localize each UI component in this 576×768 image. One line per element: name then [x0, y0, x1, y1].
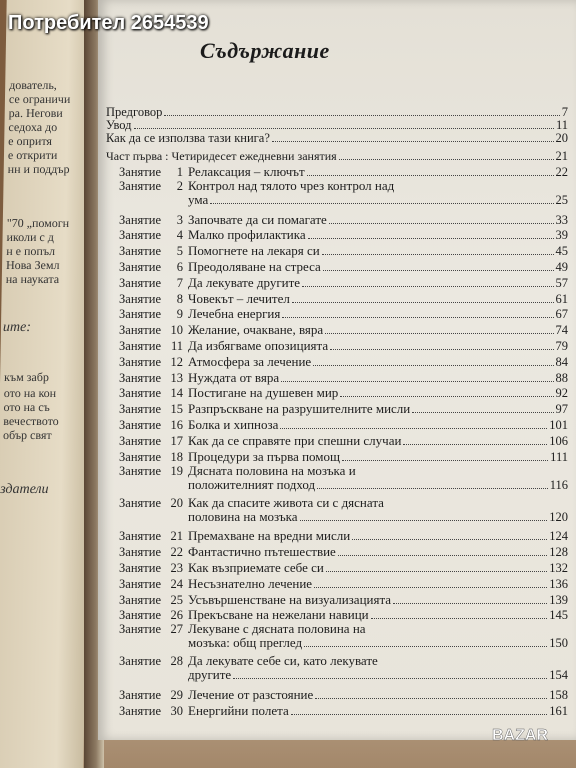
- toc-page-number: 161: [549, 703, 568, 718]
- toc-lesson-title-line2: [188, 478, 568, 492]
- toc-lesson-title: Фантастично пътешествие: [188, 544, 336, 560]
- toc-lesson-word: Занятие: [119, 576, 161, 591]
- toc-lesson-word: Занятие: [119, 608, 161, 623]
- toc-front-row: [106, 106, 568, 119]
- toc-lesson-row: [106, 353, 568, 369]
- toc-lesson-word: Занятие: [119, 433, 161, 448]
- left-page-fragment: е опритя: [8, 134, 53, 148]
- toc-lesson-title: Постигане на душевен мир: [188, 385, 339, 401]
- toc-lesson-title: Лечение от разстояние: [188, 687, 314, 703]
- toc-lesson-word: Занятие: [119, 354, 161, 369]
- toc-lesson-title: Човекът – лечител: [188, 290, 290, 306]
- toc-lesson-number: 28: [170, 654, 183, 669]
- toc-lesson-row: [106, 543, 568, 559]
- left-page-fragment: се ограничи: [8, 92, 71, 106]
- toc-lesson-row: [106, 416, 568, 432]
- toc-page-number: 61: [555, 291, 568, 306]
- toc-page-number: 124: [549, 529, 568, 544]
- toc-leader-dots: [339, 159, 554, 160]
- toc-lesson-row: [106, 258, 568, 274]
- toc-leader-dots: [314, 587, 547, 588]
- toc-part-label: Част първа : Четиридесет ежедневни занятия: [106, 149, 337, 163]
- toc-lesson-number: 19: [170, 463, 183, 478]
- left-page-fragment: дователь,: [9, 78, 58, 92]
- toc-lesson-title: Дясната половина на мозъка и: [188, 462, 356, 478]
- toc-lesson-word: Занятие: [119, 244, 161, 259]
- toc-lesson-row: [106, 163, 568, 179]
- toc-lesson-title: Помогнете на лекаря си: [188, 243, 320, 259]
- toc-lesson-word: Занятие: [119, 703, 161, 718]
- toc-lesson-row: [106, 607, 568, 623]
- toc-lesson-row: [106, 448, 568, 464]
- toc-lesson-word: Занятие: [119, 688, 161, 703]
- toc-lesson-title: Да лекувате другите: [188, 274, 301, 290]
- toc-lesson-number: 20: [170, 495, 183, 510]
- left-page-fragment: е открити: [7, 148, 58, 162]
- toc-page-number: 79: [555, 338, 568, 353]
- toc-lesson-title-block: [188, 496, 568, 524]
- toc-lesson-number: 27: [170, 622, 183, 637]
- toc-leader-dots: [164, 115, 559, 116]
- toc-lesson-row: [106, 702, 568, 718]
- toc-lesson-title: Усъвършенстване на визуализацията: [188, 591, 392, 607]
- toc-lesson-word: Занятие: [119, 622, 161, 637]
- toc-lesson-word: Занятие: [119, 495, 161, 510]
- toc-lesson-title-line2: [188, 668, 568, 682]
- toc-lesson-title: Контрол над тялото чрез контрол над: [188, 177, 395, 193]
- toc-lesson-title: Атмосфера за лечение: [188, 353, 312, 369]
- toc-leader-dots: [317, 488, 548, 489]
- toc-page-number: 128: [549, 545, 568, 560]
- toc-lesson-word: Занятие: [119, 338, 161, 353]
- toc-page-number: 139: [549, 592, 568, 607]
- toc-lesson-word: Занятие: [119, 545, 161, 560]
- toc-front-label: Как да се използва тази книга?: [106, 131, 270, 145]
- toc-leader-dots: [326, 571, 547, 572]
- toc-lesson-row: [106, 622, 568, 654]
- toc-lesson-number: 14: [170, 386, 183, 401]
- toc-lesson-word: Занятие: [119, 417, 161, 432]
- toc-lesson-word: Занятие: [119, 275, 161, 290]
- toc-lesson-title-block: [188, 622, 568, 650]
- toc-front-row: [106, 132, 568, 145]
- toc-leader-dots: [280, 428, 547, 429]
- toc-lesson-word: Занятие: [119, 164, 161, 179]
- toc-lesson-number: 6: [176, 259, 183, 274]
- toc-page-number: 132: [549, 560, 568, 575]
- toc-leader-dots: [315, 698, 547, 699]
- toc-page-number: 111: [550, 449, 568, 464]
- toc-leader-dots: [291, 714, 548, 715]
- toc-page-number: 39: [555, 228, 568, 243]
- toc-lesson-title-block: [188, 179, 568, 207]
- toc-page-number: 101: [549, 417, 568, 432]
- left-page-fragment: седоха до: [8, 120, 58, 134]
- toc-leader-dots: [325, 333, 553, 334]
- toc-lesson-word: Занятие: [119, 323, 161, 338]
- toc-lesson-number: 30: [170, 703, 183, 718]
- toc-lesson-number: 21: [170, 529, 183, 544]
- toc-lesson-number: 2: [176, 178, 183, 193]
- toc-leader-dots: [352, 539, 547, 540]
- toc-lesson-row: [106, 385, 568, 401]
- toc-leader-dots: [304, 646, 547, 647]
- toc-lesson-row: [106, 528, 568, 544]
- toc-page-number: 88: [555, 370, 568, 385]
- toc-lesson-word: Занятие: [119, 463, 161, 478]
- toc-lesson-row: [106, 321, 568, 337]
- toc-lesson-title: Релаксация – ключът: [188, 163, 305, 179]
- toc-leader-dots: [330, 349, 553, 350]
- toc-lesson-word: Занятие: [119, 259, 161, 274]
- toc-lesson-number: 16: [170, 417, 183, 432]
- watermark-username: Потребител 2654539: [8, 12, 209, 34]
- left-page-fragment: "70 „помогн: [6, 216, 70, 230]
- toc-lesson-row: [106, 306, 568, 322]
- left-page-fragment: иколи с д: [6, 230, 55, 244]
- toc-page-number: 33: [555, 212, 568, 227]
- toc-lesson-title: Лечебна енергия: [188, 306, 281, 322]
- toc-leader-dots: [272, 141, 554, 142]
- toc-lesson-row: [106, 432, 568, 448]
- toc-lesson-number: 10: [170, 323, 183, 338]
- toc-page-number: 21: [555, 149, 568, 163]
- toc-lesson-number: 25: [170, 592, 183, 607]
- toc-leader-dots: [371, 618, 548, 619]
- toc-lesson-row: [106, 400, 568, 416]
- toc-lesson-number: 9: [176, 307, 183, 322]
- toc-lesson-number: 7: [176, 275, 183, 290]
- left-page-fragment: нн и поддър: [7, 162, 70, 176]
- toc-lesson-title: Болка и хипноза: [188, 416, 279, 432]
- toc-leader-dots: [292, 302, 554, 303]
- toc-leader-dots: [233, 678, 547, 679]
- toc-lesson-word: Занятие: [119, 212, 161, 227]
- toc-leader-dots: [329, 223, 554, 224]
- toc-leader-dots: [412, 412, 553, 413]
- toc-lesson-row: [106, 464, 568, 496]
- toc-page-number: 145: [549, 608, 568, 623]
- toc-page-number: 97: [555, 402, 568, 417]
- toc-page-number: 11: [555, 118, 568, 132]
- table-of-contents: [106, 106, 568, 718]
- toc-lesson-title-cont: мозъка: общ преглед: [188, 635, 303, 651]
- toc-lesson-word: Занятие: [119, 560, 161, 575]
- toc-page-number: 106: [549, 433, 568, 448]
- toc-lesson-title: Премахване на вредни мисли: [188, 528, 351, 544]
- toc-front-label: Увод: [106, 118, 132, 132]
- left-page-fragment: н е попъл: [6, 244, 56, 258]
- toc-lesson-title-cont: половина на мозъка: [188, 508, 298, 524]
- toc-page-number: 20: [555, 131, 568, 145]
- toc-lesson-number: 18: [170, 449, 183, 464]
- toc-lesson-title: Как да спасите живота си с дясната: [188, 494, 384, 510]
- toc-lesson-title-cont: ума: [188, 191, 209, 207]
- toc-lesson-number: 26: [170, 608, 183, 623]
- toc-lesson-title-line2: [188, 510, 568, 524]
- toc-lesson-row: [106, 337, 568, 353]
- toc-lesson-number: 11: [170, 338, 183, 353]
- toc-lesson-title: Преодоляване на стреса: [188, 258, 321, 274]
- toc-lesson-word: Занятие: [119, 178, 161, 193]
- toc-lesson-title: Процедури за първа помощ: [188, 448, 341, 464]
- toc-lesson-word: Занятие: [119, 370, 161, 385]
- toc-lesson-row: [106, 591, 568, 607]
- toc-leader-dots: [323, 270, 554, 271]
- toc-page-number: 74: [555, 323, 568, 338]
- toc-lesson-title: Как да се справяте при спешни случаи: [188, 432, 402, 448]
- toc-lesson-title: Несъзнателно лечение: [188, 575, 313, 591]
- toc-page-number: 25: [555, 192, 568, 207]
- toc-lesson-word: Занятие: [119, 386, 161, 401]
- toc-leader-dots: [340, 396, 553, 397]
- toc-lesson-title: Желание, очакване, вяра: [188, 322, 324, 338]
- left-page-fragment: ото на съ: [3, 400, 50, 414]
- toc-leader-dots: [282, 317, 553, 318]
- left-page-fragment: Нова Земл: [5, 258, 60, 272]
- toc-lesson-word: Занятие: [119, 654, 161, 669]
- toc-lesson-title: Енергийни полета: [188, 702, 289, 718]
- left-page-fragment: към забр: [4, 370, 50, 384]
- toc-page-number: 92: [555, 386, 568, 401]
- toc-leader-dots: [322, 254, 554, 255]
- toc-lesson-title: Нуждата от вяра: [188, 369, 280, 385]
- toc-lesson-word: Занятие: [119, 449, 161, 464]
- toc-lesson-title: Разпръскване на разрушителните мисли: [188, 401, 411, 417]
- toc-lesson-row: [106, 559, 568, 575]
- toc-lesson-row: [106, 686, 568, 702]
- toc-leader-dots: [313, 365, 553, 366]
- toc-front-label: Предговор: [106, 105, 163, 119]
- toc-leader-dots: [281, 381, 553, 382]
- bazar-logo-icon: [490, 718, 554, 750]
- toc-page-number: 116: [549, 477, 568, 492]
- toc-lesson-row: [106, 211, 568, 227]
- toc-lesson-title: Как възприемате себе си: [188, 559, 324, 575]
- page-title: Съдържание: [200, 38, 330, 63]
- toc-lesson-word: Занятие: [119, 291, 161, 306]
- toc-page-number: 84: [555, 354, 568, 369]
- left-page-fragment: ра. Негови: [8, 106, 63, 120]
- toc-lesson-row: [106, 274, 568, 290]
- toc-lesson-number: 23: [170, 560, 183, 575]
- toc-lesson-row: [106, 227, 568, 243]
- left-page-fragment: обър свят: [2, 428, 52, 442]
- left-page-fragment: на науката: [5, 272, 60, 286]
- toc-lesson-title: Започвате да си помагате: [188, 211, 327, 227]
- logo-text: BAZAR: [492, 727, 548, 744]
- toc-lesson-number: 13: [170, 370, 183, 385]
- toc-leader-dots: [393, 603, 547, 604]
- toc-page-number: 57: [555, 275, 568, 290]
- toc-lesson-title: Прекъсване на нежелани навици: [188, 607, 369, 623]
- toc-leader-dots: [300, 520, 548, 521]
- toc-lesson-title-cont: положителният подход: [188, 476, 316, 492]
- toc-lesson-title-line2: [188, 636, 568, 650]
- left-page-fragment: вечеството: [3, 414, 59, 428]
- toc-lesson-title: Малко профилактика: [188, 227, 306, 243]
- left-page-fragment: ото на кон: [3, 386, 57, 400]
- toc-lesson-row: [106, 575, 568, 591]
- toc-lesson-number: 12: [170, 354, 183, 369]
- toc-page-number: 45: [555, 244, 568, 259]
- toc-page-number: 154: [549, 668, 568, 683]
- toc-page-number: 150: [549, 636, 568, 651]
- toc-part-row: [106, 148, 568, 163]
- toc-lesson-title-block: [188, 654, 568, 682]
- toc-lesson-row: [106, 290, 568, 306]
- toc-lesson-number: 24: [170, 576, 183, 591]
- toc-lesson-number: 1: [176, 164, 183, 179]
- toc-leader-dots: [308, 238, 554, 239]
- toc-lesson-number: 8: [176, 291, 183, 306]
- toc-leader-dots: [302, 286, 553, 287]
- toc-lesson-word: Занятие: [119, 402, 161, 417]
- toc-leader-dots: [307, 175, 554, 176]
- toc-leader-dots: [342, 460, 548, 461]
- toc-lesson-word: Занятие: [119, 307, 161, 322]
- toc-lesson-row: [106, 369, 568, 385]
- toc-leader-dots: [338, 555, 547, 556]
- toc-lesson-title: Лекуване с дясната половина на: [188, 621, 366, 637]
- toc-leader-dots: [134, 128, 554, 129]
- toc-leader-dots: [210, 203, 553, 204]
- toc-lesson-number: 5: [176, 244, 183, 259]
- toc-lesson-title-line2: [188, 193, 568, 207]
- toc-page-number: 120: [549, 509, 568, 524]
- toc-lesson-number: 29: [170, 688, 183, 703]
- toc-page-number: 67: [555, 307, 568, 322]
- toc-lesson-title: Да избягваме опозицията: [188, 337, 329, 353]
- left-page: [0, 0, 97, 768]
- toc-lesson-word: Занятие: [119, 228, 161, 243]
- toc-lesson-row: [106, 496, 568, 528]
- toc-page-number: 7: [561, 105, 568, 119]
- toc-lesson-number: 4: [176, 228, 183, 243]
- toc-lesson-number: 3: [176, 212, 183, 227]
- toc-lesson-number: 22: [170, 545, 183, 560]
- toc-page-number: 158: [549, 688, 568, 703]
- toc-lesson-number: 15: [170, 402, 183, 417]
- toc-lesson-word: Занятие: [119, 592, 161, 607]
- toc-lesson-row: [106, 242, 568, 258]
- toc-lesson-row: [106, 179, 568, 211]
- left-page-fragment: ите:: [2, 320, 32, 335]
- toc-page-number: 22: [555, 164, 568, 179]
- toc-lesson-word: Занятие: [119, 529, 161, 544]
- toc-lesson-row: [106, 654, 568, 686]
- toc-lesson-number: 17: [170, 433, 183, 448]
- toc-page-number: 49: [555, 259, 568, 274]
- left-page-fragment: здатели: [0, 482, 49, 497]
- toc-lesson-title-cont: другите: [188, 667, 232, 683]
- toc-leader-dots: [403, 444, 547, 445]
- toc-lesson-title-block: [188, 464, 568, 492]
- toc-page-number: 136: [549, 576, 568, 591]
- toc-lesson-title: Да лекувате себе си, като лекувате: [188, 653, 378, 669]
